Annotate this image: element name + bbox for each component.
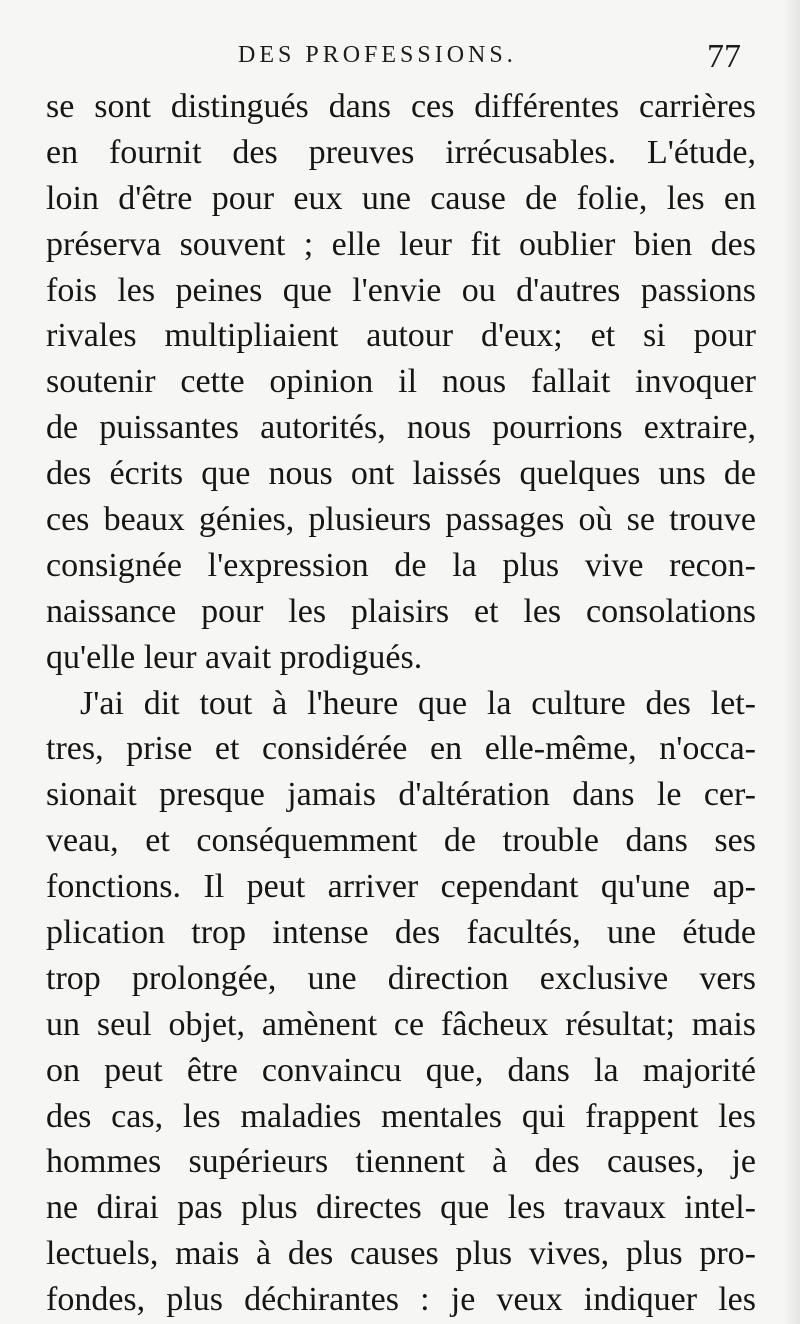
text-line: préserva souvent ; elle leur fit oublier bien des bbox=[46, 225, 756, 263]
text-line: plication trop intense des facultés, une étude bbox=[46, 914, 756, 952]
text-line: des écrits que nous ont laissés quelques uns de bbox=[46, 455, 756, 493]
text-line: des cas, les maladies mentales qui frappent les bbox=[46, 1097, 756, 1135]
running-head bbox=[0, 38, 800, 78]
text-line: ces beaux génies, plusieurs passages où se trouve bbox=[46, 501, 756, 539]
paragraph-last-line: qu'elle leur avait prodigués. bbox=[46, 638, 423, 676]
text-line: hommes supérieurs tiennent à des causes, je bbox=[46, 1143, 756, 1181]
text-line: un seul objet, amènent ce fâcheux résultat; mais bbox=[46, 1005, 756, 1043]
text-line: sionait presque jamais d'altération dans le cer- bbox=[46, 776, 756, 814]
paragraph-first-line: J'ai dit tout à l'heure que la culture des let- bbox=[80, 684, 756, 722]
page-edge-shadow bbox=[782, 0, 800, 1324]
text-line: fois les peines que l'envie ou d'autres passions bbox=[46, 271, 756, 309]
text-line: ne dirai pas plus directes que les travaux intel- bbox=[46, 1189, 756, 1227]
running-title: DES PROFESSIONS. bbox=[238, 42, 517, 68]
text-line: fondes, plus déchirantes : je veux indiquer les bbox=[46, 1281, 756, 1319]
text-line: veau, et conséquemment de trouble dans ses bbox=[46, 822, 756, 860]
text-line: trop prolongée, une direction exclusive vers bbox=[46, 959, 756, 997]
text-line: fonctions. Il peut arriver cependant qu'une ap- bbox=[46, 868, 756, 906]
text-line: de puissantes autorités, nous pourrions extraire, bbox=[46, 409, 756, 447]
text-line: tres, prise et considérée en elle-même, n'occa- bbox=[46, 730, 756, 768]
text-line: loin d'être pour eux une cause de folie, les en bbox=[46, 179, 756, 217]
text-line: se sont distingués dans ces différentes carrières bbox=[46, 88, 756, 125]
text-line: consignée l'expression de la plus vive recon- bbox=[46, 546, 756, 584]
text-line: rivales multipliaient autour d'eux; et si pour bbox=[46, 317, 756, 355]
text-line: lectuels, mais à des causes plus vives, plus pro- bbox=[46, 1235, 756, 1273]
page-number: 77 bbox=[707, 38, 741, 75]
text-line: naissance pour les plaisirs et les consolations bbox=[46, 592, 756, 630]
text-line: en fournit des preuves irrécusables. L'étude, bbox=[46, 133, 756, 171]
body-text bbox=[46, 84, 756, 1323]
text-line: soutenir cette opinion il nous fallait invoquer bbox=[46, 363, 756, 401]
text-line: on peut être convaincu que, dans la majorité bbox=[46, 1051, 756, 1089]
